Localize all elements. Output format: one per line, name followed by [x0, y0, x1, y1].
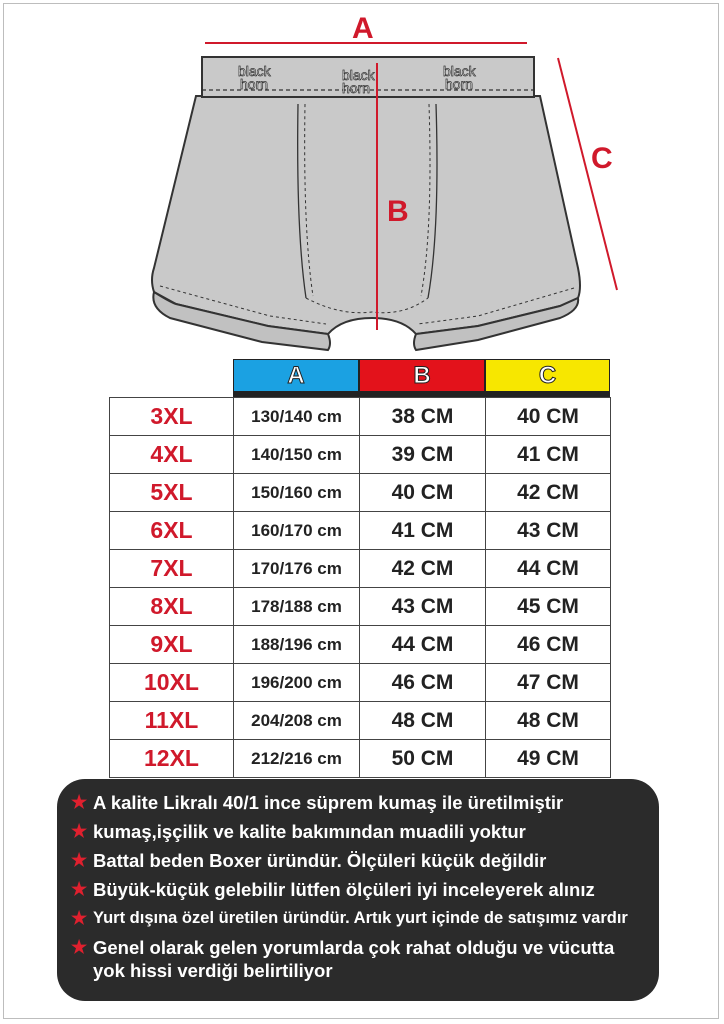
star-icon: ★	[71, 908, 88, 928]
brand-logo-word-bottom: horn	[342, 80, 371, 96]
measure-a-cell: 140/150 cm	[234, 436, 360, 474]
note-item	[71, 820, 647, 843]
column-header-c-label: C	[538, 362, 557, 389]
size-cell: 4XL	[110, 436, 234, 474]
measure-b-cell: 42 CM	[360, 550, 486, 588]
notes-panel	[57, 779, 659, 1001]
star-icon: ★	[71, 821, 88, 841]
star-icon: ★	[71, 850, 88, 870]
measure-c-cell: 49 CM	[486, 740, 611, 778]
column-header-b	[359, 359, 485, 392]
note-item	[71, 907, 647, 930]
note-item	[71, 791, 647, 814]
table-row	[110, 626, 611, 664]
measure-b-cell: 38 CM	[360, 398, 486, 436]
measure-a-cell: 204/208 cm	[234, 702, 360, 740]
table-row	[110, 588, 611, 626]
table-row	[110, 512, 611, 550]
measure-a-cell: 178/188 cm	[234, 588, 360, 626]
note-text: Yurt dışına özel üretilen üründür. Artık yurt içinde de satışımız vardır	[93, 909, 628, 927]
measure-b-cell: 41 CM	[360, 512, 486, 550]
measure-b-cell: 46 CM	[360, 664, 486, 702]
table-row	[110, 550, 611, 588]
table-row	[110, 702, 611, 740]
brand-logo-word-top: black	[342, 67, 375, 83]
star-icon: ★	[71, 879, 88, 899]
measure-a-cell: 170/176 cm	[234, 550, 360, 588]
size-cell: 3XL	[110, 398, 234, 436]
measure-a-cell: 188/196 cm	[234, 626, 360, 664]
measure-b-cell: 48 CM	[360, 702, 486, 740]
table-row	[110, 474, 611, 512]
measure-b-cell: 43 CM	[360, 588, 486, 626]
size-cell: 6XL	[110, 512, 234, 550]
dimension-c-label: C	[591, 142, 613, 175]
measure-c-cell: 44 CM	[486, 550, 611, 588]
column-header-a	[233, 359, 359, 392]
note-item	[71, 878, 647, 901]
size-cell: 7XL	[110, 550, 234, 588]
size-cell: 11XL	[110, 702, 234, 740]
note-text: Büyük-küçük gelebilir lütfen ölçüleri iyi inceleyerek alınız	[93, 879, 595, 900]
measure-a-cell: 160/170 cm	[234, 512, 360, 550]
table-row	[110, 664, 611, 702]
measure-b-cell: 40 CM	[360, 474, 486, 512]
star-icon: ★	[71, 792, 88, 812]
brand-logo-word-bottom: horn	[240, 76, 269, 92]
dimension-b-label: B	[387, 195, 409, 228]
dimension-a-label: A	[352, 12, 374, 45]
note-text: kumaş,işçilik ve kalite bakımından muadili yoktur	[93, 821, 526, 842]
note-text: Genel olarak gelen yorumlarda çok rahat olduğu ve vücutta yok hissi verdiği belirtiliyor	[93, 937, 615, 981]
measure-a-cell: 212/216 cm	[234, 740, 360, 778]
measure-a-cell: 130/140 cm	[234, 398, 360, 436]
note-text: Battal beden Boxer üründür. Ölçüleri küçük değildir	[93, 850, 547, 871]
measure-c-cell: 42 CM	[486, 474, 611, 512]
size-cell: 9XL	[110, 626, 234, 664]
brand-logo-word-top: black	[443, 63, 476, 79]
measure-a-cell: 150/160 cm	[234, 474, 360, 512]
measure-c-cell: 40 CM	[486, 398, 611, 436]
size-cell: 10XL	[110, 664, 234, 702]
table-row	[110, 436, 611, 474]
size-cell: 5XL	[110, 474, 234, 512]
measure-c-cell: 41 CM	[486, 436, 611, 474]
brand-logo-word-bottom: horn	[445, 76, 474, 92]
table-row	[110, 398, 611, 436]
measure-b-cell: 44 CM	[360, 626, 486, 664]
measure-c-cell: 46 CM	[486, 626, 611, 664]
boxer-illustration	[0, 0, 724, 360]
brand-logo-word-top: black	[238, 63, 271, 79]
measure-a-cell: 196/200 cm	[234, 664, 360, 702]
size-cell: 8XL	[110, 588, 234, 626]
column-header-a-label: A	[287, 362, 305, 389]
note-text: A kalite Likralı 40/1 ince süprem kumaş ile üretilmiştir	[93, 792, 564, 813]
size-cell: 12XL	[110, 740, 234, 778]
measure-c-cell: 48 CM	[486, 702, 611, 740]
note-item	[71, 936, 647, 982]
column-header-c	[485, 359, 610, 392]
column-header-b-label: B	[413, 362, 431, 389]
measure-c-cell: 43 CM	[486, 512, 611, 550]
size-table	[109, 397, 611, 778]
table-row	[110, 740, 611, 778]
measure-b-cell: 50 CM	[360, 740, 486, 778]
note-item	[71, 849, 647, 872]
measure-b-cell: 39 CM	[360, 436, 486, 474]
measure-c-cell: 47 CM	[486, 664, 611, 702]
measure-c-cell: 45 CM	[486, 588, 611, 626]
star-icon: ★	[71, 937, 88, 957]
